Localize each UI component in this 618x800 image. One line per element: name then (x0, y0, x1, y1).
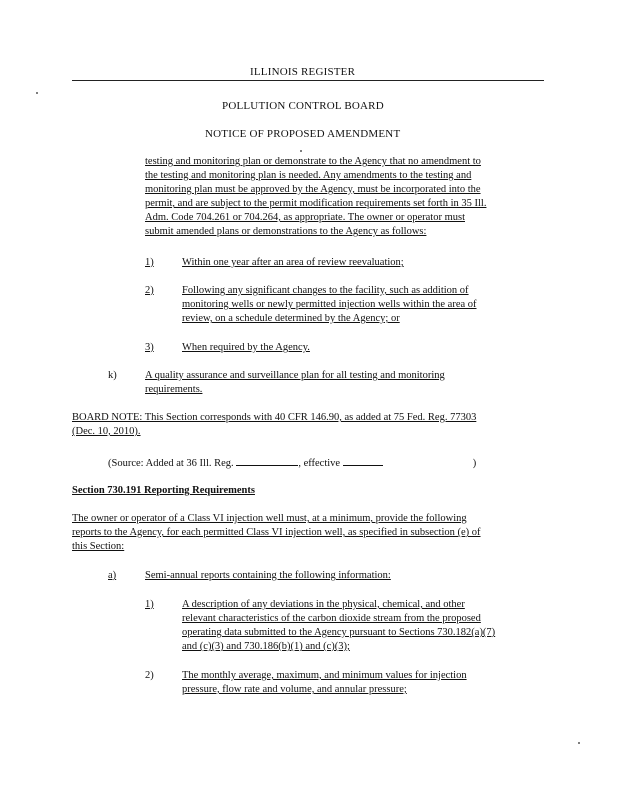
board-note: (Dec. 10, 2010). (72, 426, 141, 437)
item-k-text: requirements. (145, 384, 203, 395)
board-note: BOARD NOTE: This Section corresponds with 40 CFR 146.90, as added at 75 Fed. Reg. 77303 (72, 412, 477, 423)
a-item-text: relevant characteristics of the carbon dioxide stream from the proposed (182, 613, 481, 624)
notice-title: NOTICE OF PROPOSED AMENDMENT (205, 128, 401, 140)
scan-speck (578, 742, 580, 744)
intro-line: submit amended plans or demonstrations to the Agency as follows: (145, 226, 427, 237)
scan-speck (36, 92, 38, 94)
sub-item-number: 2) (145, 285, 154, 296)
item-a-text: Semi-annual reports containing the following information: (145, 570, 391, 581)
a-item-text: The monthly average, maximum, and minimum values for injection (182, 670, 467, 681)
item-k-text: A quality assurance and surveillance plan for all testing and monitoring (145, 370, 445, 381)
intro-line: the testing and monitoring plan is needed. Any amendments to the testing and (145, 170, 472, 181)
a-item-text: and (c)(3) and 730.186(b)(1) and (c)(3); (182, 641, 350, 652)
section-heading: Section 730.191 Reporting Requirements (72, 485, 255, 496)
a-item-text: pressure, flow rate and volume, and annular pressure; (182, 684, 407, 695)
a-item-text: A description of any deviations in the physical, chemical, and other (182, 599, 465, 610)
scan-speck (300, 150, 302, 152)
intro-line: monitoring plan must be approved by the Agency, must be incorporated into the (145, 184, 481, 195)
item-k-letter: k) (108, 370, 117, 381)
section-line: this Section: (72, 541, 125, 552)
sub-item-text: monitoring wells or newly permitted injection wells within the area of (182, 299, 477, 310)
sub-item-text: review, on a schedule determined by the Agency; or (182, 313, 400, 324)
source-line (108, 455, 476, 471)
intro-line: Adm. Code 704.261 or 704.264, as appropriate. The owner or operator must (145, 212, 465, 223)
source-volume-blank (236, 455, 298, 466)
intro-line: testing and monitoring plan or demonstrate to the Agency that no amendment to (145, 156, 481, 167)
sub-item-text: Within one year after an area of review reevaluation; (182, 257, 404, 268)
header-rule (72, 80, 544, 81)
source-middle: , effective (298, 458, 343, 469)
source-prefix: (Source: Added at 36 Ill. Reg. (108, 458, 237, 469)
a-item-text: operating data submitted to the Agency pursuant to Sections 730.182(a)(7) (182, 627, 496, 638)
a-item-number: 1) (145, 599, 154, 610)
intro-line: permit, and are subject to the permit modification requirements set forth in 35 Ill. (145, 198, 487, 209)
a-item-number: 2) (145, 670, 154, 681)
source-date-blank (343, 455, 383, 466)
item-a-letter: a) (108, 570, 117, 581)
board-title: POLLUTION CONTROL BOARD (222, 100, 384, 112)
sub-item-text: Following any significant changes to the facility, such as addition of (182, 285, 469, 296)
section-line: The owner or operator of a Class VI injection well must, at a minimum, provide the following (72, 513, 467, 524)
sub-item-text: When required by the Agency. (182, 342, 310, 353)
section-line: reports to the Agency, for each permitted Class VI injection well, as specified in subsection (e) of (72, 527, 481, 538)
register-title: ILLINOIS REGISTER (250, 66, 356, 78)
source-suffix: ) (472, 458, 477, 469)
sub-item-number: 3) (145, 342, 154, 353)
sub-item-number: 1) (145, 257, 154, 268)
